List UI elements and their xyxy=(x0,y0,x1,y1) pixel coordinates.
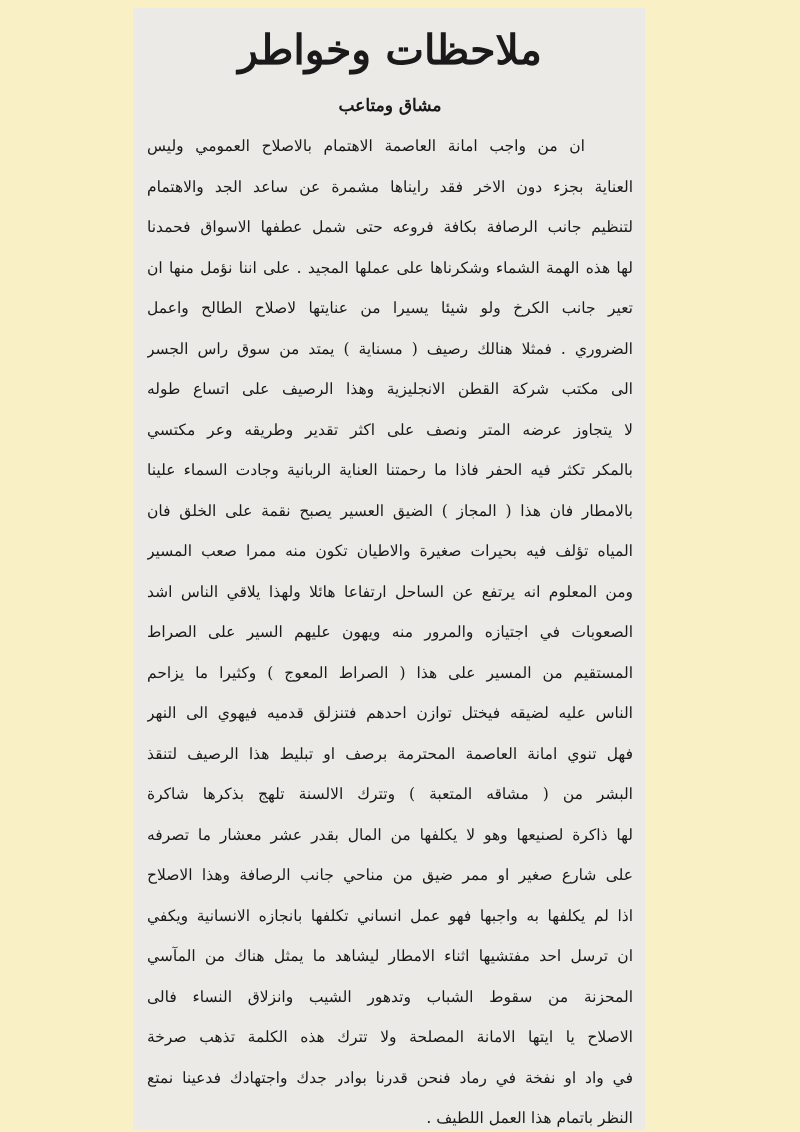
article-line: ان ترسل احد مفتشيها اثناء الامطار ليشاهد ما يمثل هناك من المآسي xyxy=(147,947,633,965)
article-line: العناية بجزء دون الاخر فقد رايناها مشمرة عن ساعد الجد والاهتمام xyxy=(147,177,633,196)
article-line: ان من واجب امانة العاصمة الاهتمام بالاصلاح العمومي وليس xyxy=(147,137,585,155)
article-line: الى مكتب شركة القطن الانجليزية وهذا الرصيف على اتساع طوله xyxy=(147,380,633,398)
article-line: بالمكر تكثر فيه الحفر فاذا ما رحمتنا العناية الربانية وجادت السماء علينا xyxy=(147,461,633,479)
article-title: ملاحظات وخواطر xyxy=(238,26,542,74)
article-subtitle: مشاق ومتاعب xyxy=(338,96,442,116)
article-body xyxy=(147,126,633,1132)
article-line: لتنظيم جانب الرصافة بكافة فروعه حتى شمل عطفها الاسواق فحمدنا xyxy=(147,218,633,236)
article-line: لها ذاكرة لصنيعها وهو لا يكلفها من المال بقدر عشر معشار ما تصرفه xyxy=(147,825,633,844)
article-line: لا يتجاوز عرضه المتر ونصف على اكثر تقدير وطريقه وعر مكتسي xyxy=(147,420,633,439)
article-line: اذا لم يكلفها به واجبها فهو عمل انساني تكلفها بانجازه الانسانية ويكفي xyxy=(147,906,633,925)
article-line: المحزنة من سقوط الشباب وتدهور الشيب وانزلاق النساء فالى xyxy=(147,987,633,1006)
article-line: الضروري . فمثلا هنالك رصيف ( مسناية ) يمتد من سوق راس الجسر xyxy=(147,339,633,358)
article-line: لها هذه الهمة الشماء وشكرناها على عملها المجيد . على اننا نؤمل منها ان xyxy=(147,258,633,277)
article-line: النظر باتمام هذا العمل اللطيف . xyxy=(426,1109,633,1127)
article-line: الاصلاح يا ايتها الامانة المصلحة ولا تترك هذه الكلمة تذهب صرخة xyxy=(147,1028,633,1046)
article-line: المياه تؤلف فيه بحيرات صغيرة والاطيان تكون منه ممرا صعب المسير xyxy=(147,542,633,560)
article-line: البشر من ( مشاقه المتعبة ) وتترك الالسنة تلهج بذكرها شاكرة xyxy=(147,785,633,803)
newspaper-clipping xyxy=(133,8,645,1130)
article-line: في واد او نفخة في رماد فنحن قدرنا بوادر جدك واجتهادك فدعينا نمتع xyxy=(147,1068,633,1087)
article-line: تعير جانب الكرخ ولو شيئا يسيرا من عنايتها لاصلاح الطالح واعمل xyxy=(147,299,633,317)
article-line: بالامطار فان هذا ( المجاز ) الضيق العسير يصبح نقمة على الخلق فان xyxy=(147,501,633,520)
article-line: على شارع صغير او ممر ضيق من مناحي جانب الرصافة وهذا الاصلاح xyxy=(147,866,633,884)
article-line: فهل تنوي امانة العاصمة المحترمة برصف او تبليط هذا الرصيف لتنقذ xyxy=(147,744,633,763)
article-line: الناس عليه لضيقه فيختل توازن احدهم فتنزلق قدميه فيهوي الى النهر xyxy=(147,704,633,722)
article-line: المستقيم من المسير على هذا ( الصراط المعوج ) وكثيرا ما يزاحم xyxy=(147,663,633,682)
article-line: ومن المعلوم انه يرتفع عن الساحل ارتفاعا هائلا ولهذا يلاقي الناس اشد xyxy=(147,582,633,601)
article-line: الصعوبات في اجتيازه والمرور منه ويهون عليهم السير على الصراط xyxy=(147,623,633,641)
